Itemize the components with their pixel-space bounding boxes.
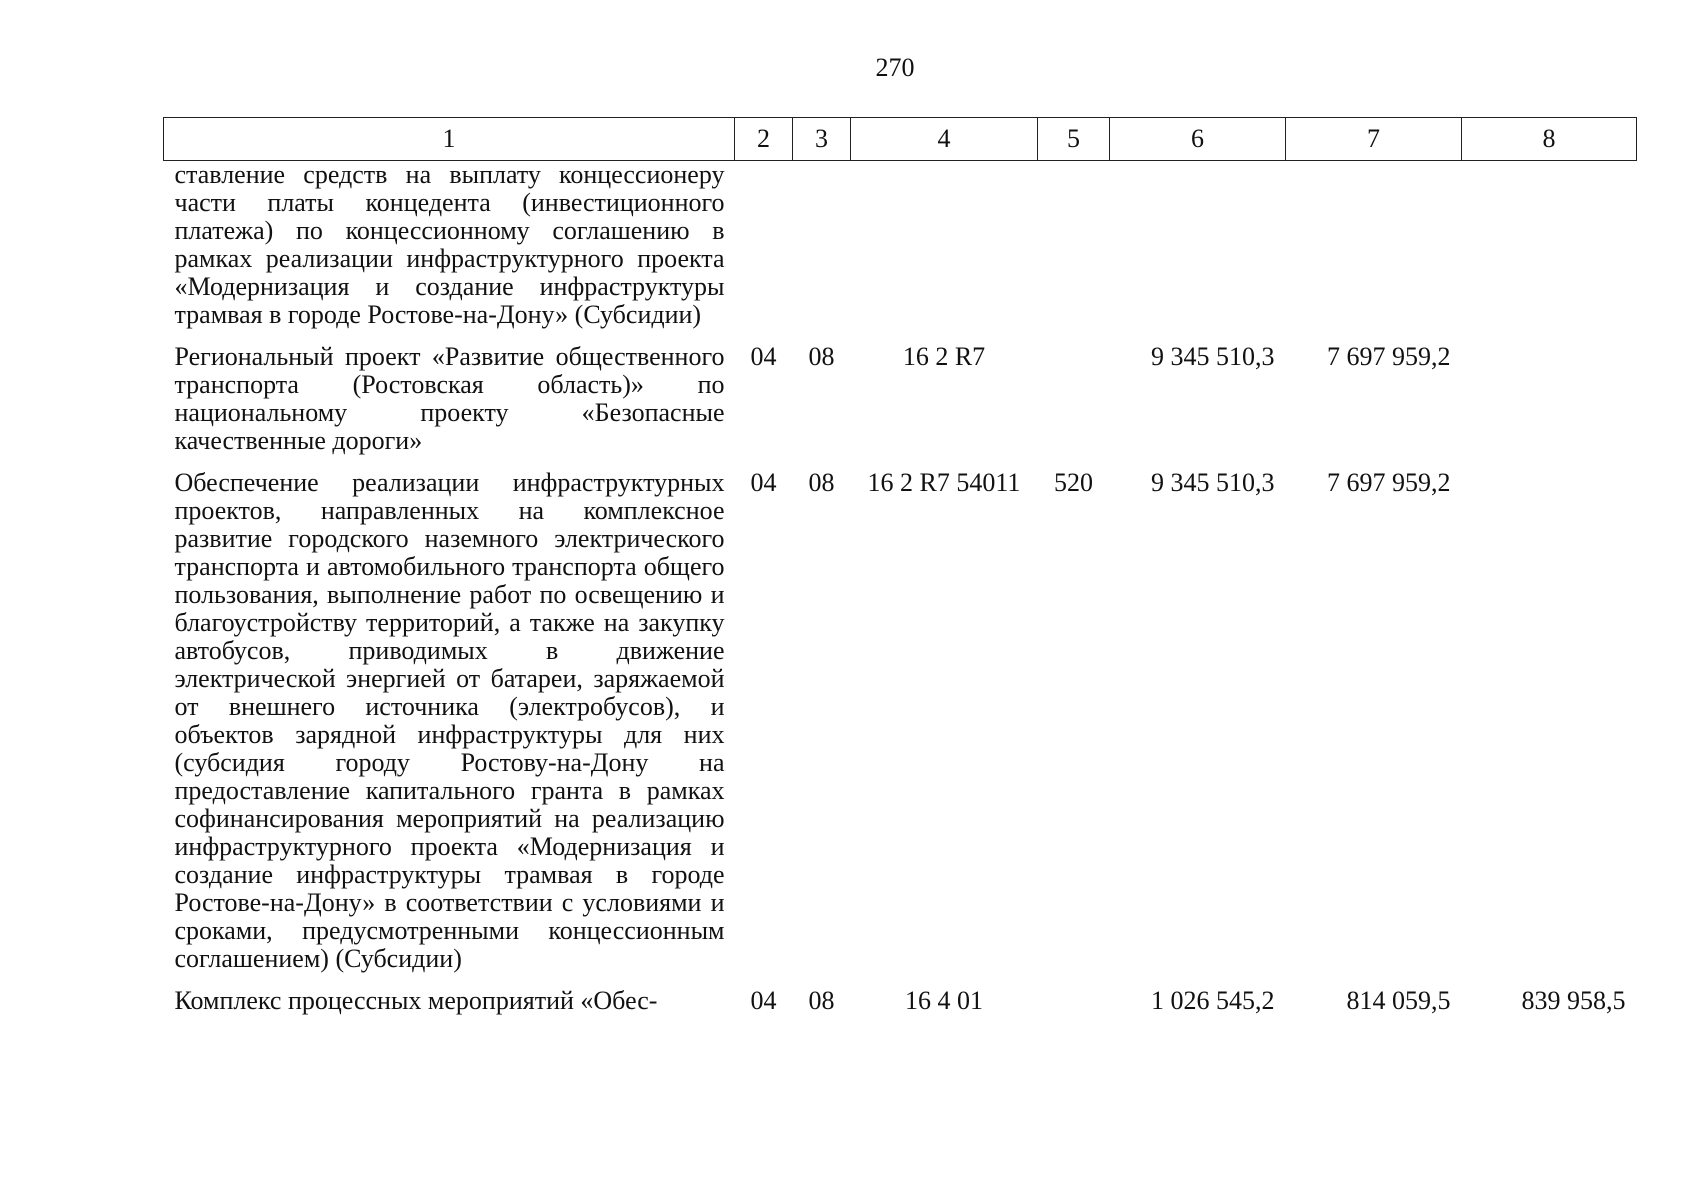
row-subsection	[793, 161, 851, 344]
row-amount-3: 839 958,5	[1521, 986, 1626, 1015]
table-row	[164, 469, 1637, 987]
row-section: 04	[750, 342, 777, 371]
row-amount-2	[1286, 161, 1462, 344]
row-expense-type	[1038, 987, 1110, 1015]
row-expense-type	[1038, 161, 1110, 344]
row-amount-2: 814 059,5	[1346, 986, 1451, 1015]
budget-table-container	[163, 117, 1636, 1015]
row-amount-1: 9 345 510,3	[1151, 468, 1275, 497]
row-amount-1: 1 026 545,2	[1151, 986, 1275, 1015]
table-header	[164, 118, 1637, 161]
row-description: Региональный проект «Развитие общественного транспорта (Ростовская область)» по национальному проекту «Безопасные качественные дороги»	[174, 342, 725, 455]
row-amount-1: 9 345 510,3	[1151, 342, 1275, 371]
row-description: Обеспечение реализации инфраструктурных проектов, направленных на комплексное развитие городского наземного электрического транспорта и автомобильного транспорта общего пользования, выполнение работ по освещению и благоустройству территорий, а также на закупку автобусов, приводимых в движение электрической энергией от батареи, заряжаемой от внешнего источника (электробусов), и объектов зарядной инфраструктуры для них (субсидия городу Ростову-на-Дону на предоставление капитального гранта в рамках софинансирования мероприятий на реализацию инфраструктурного проекта «Модернизация и создание инфраструктуры трамвая в городе Ростове-на-Дону» в соответствии с условиями и сроками, предусмотренными концессионным соглашением) (Субсидии)	[174, 468, 725, 973]
row-expense-type: 520	[1054, 468, 1093, 497]
row-description: ставление средств на выплату концессионеру части платы концедента (инвестиционного платежа) по концессионному соглашению в рамках реализации инфраструктурного проекта «Модернизация и создание инфраструктуры трамвая в городе Ростове-на-Дону» (Субсидии)	[174, 160, 725, 329]
row-target-item: 16 4 01	[905, 986, 983, 1015]
row-section: 04	[750, 468, 777, 497]
header-row	[164, 118, 1637, 161]
column-header-5: 5	[1038, 118, 1110, 161]
row-amount-3	[1462, 161, 1637, 344]
row-expense-type	[1038, 343, 1110, 469]
table-row	[164, 987, 1637, 1015]
row-target-item: 16 2 R7 54011	[867, 468, 1021, 497]
row-subsection: 08	[808, 342, 835, 371]
row-amount-1	[1110, 161, 1286, 344]
budget-table	[163, 117, 1637, 1015]
page-number: 270	[875, 53, 915, 82]
row-amount-3	[1462, 343, 1637, 469]
column-header-3: 3	[793, 118, 851, 161]
row-amount-3	[1462, 469, 1637, 987]
row-amount-2: 7 697 959,2	[1327, 468, 1451, 497]
table-row	[164, 161, 1637, 344]
row-target-item	[851, 161, 1038, 344]
column-header-1: 1	[164, 118, 735, 161]
column-header-2: 2	[735, 118, 793, 161]
table-row	[164, 343, 1637, 469]
row-target-item: 16 2 R7	[902, 342, 986, 371]
row-subsection: 08	[808, 986, 835, 1015]
table-body	[164, 161, 1637, 1016]
row-amount-2: 7 697 959,2	[1327, 342, 1451, 371]
column-header-6: 6	[1110, 118, 1286, 161]
column-header-8: 8	[1462, 118, 1637, 161]
row-section	[735, 161, 793, 344]
column-header-7: 7	[1286, 118, 1462, 161]
column-header-4: 4	[851, 118, 1038, 161]
row-section: 04	[750, 986, 777, 1015]
row-description: Комплекс процессных мероприятий «Обес-	[174, 986, 658, 1015]
row-subsection: 08	[808, 468, 835, 497]
